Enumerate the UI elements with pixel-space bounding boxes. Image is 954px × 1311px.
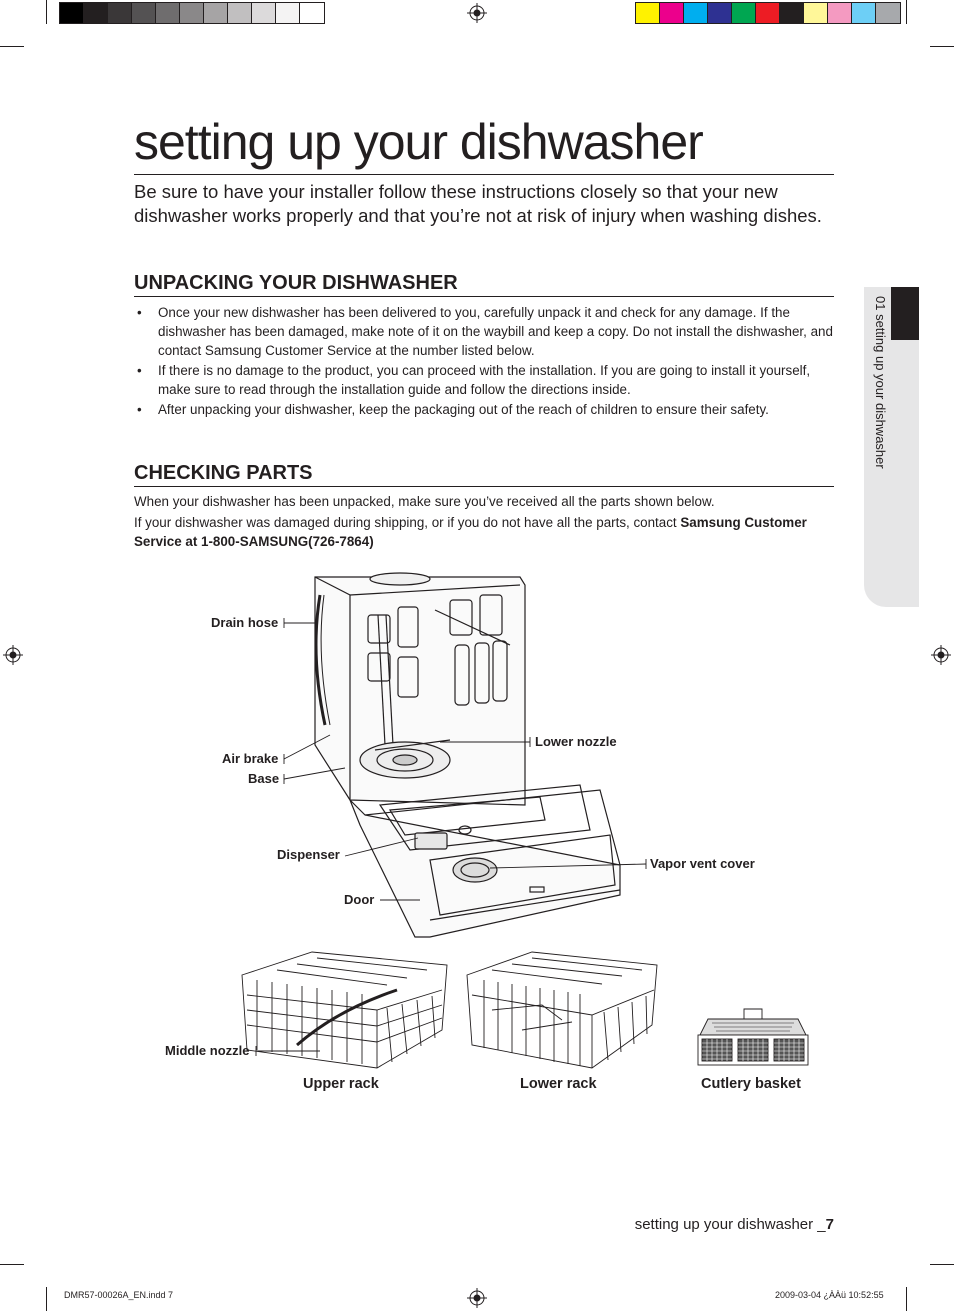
label-vapor-vent-cover: Vapor vent cover — [650, 856, 755, 871]
page-title: setting up your dishwasher — [134, 110, 834, 175]
list-item: • If there is no damage to the product, you can proceed with the installation. If you are going to install it yourself, make sure to read through the installation guide and follow the directions inside. — [134, 361, 834, 399]
label-base: Base — [248, 771, 280, 786]
label-air-brake: Air brake — [222, 751, 279, 766]
caption-upper-rack: Upper rack — [303, 1076, 379, 1092]
chapter-tab-label: 01 setting up your dishwasher — [873, 296, 888, 469]
checking-para-2-text: If your dishwasher was damaged during shipping, or if you do not have all the parts, contact — [134, 515, 681, 530]
label-dispenser: Dispenser — [277, 847, 340, 862]
list-item: • After unpacking your dishwasher, keep the packaging out of the reach of children to ensure their safety. — [134, 400, 834, 419]
customer-service-contact: Samsung Customer Service at 1-800-SAMSUNG(726-7864) — [134, 515, 807, 549]
lower-rack-illustration — [462, 950, 662, 1075]
label-drain-hose: Drain hose — [211, 615, 279, 630]
label-middle-nozzle: Middle nozzle — [165, 1043, 250, 1058]
checking-para-1: When your dishwasher has been unpacked, make sure you’ve received all the parts shown below. — [134, 494, 715, 509]
print-slug-timestamp: 2009-03-04 ¿ÀÀü 10:52:55 — [775, 1290, 884, 1300]
caption-lower-rack: Lower rack — [520, 1076, 597, 1092]
unpacking-heading: UNPACKING YOUR DISHWASHER — [134, 270, 834, 297]
print-slug-filename: DMR57-00026A_EN.indd 7 — [64, 1290, 174, 1300]
list-item: • Once your new dishwasher has been delivered to you, carefully unpack it and check for any damage. If the dishwasher has been damaged, make note of it on the waybill and keep a copy. Do not install the dishwasher, and contact Samsung Customer Service at the number listed below. — [134, 303, 834, 360]
label-door: Door — [344, 892, 375, 907]
checking-parts-heading: CHECKING PARTS — [134, 460, 834, 487]
cutlery-basket-illustration — [694, 1005, 812, 1070]
footer-text: setting up your dishwasher _ — [634, 1216, 826, 1233]
caption-cutlery-basket: Cutlery basket — [701, 1076, 801, 1092]
intro-paragraph: Be sure to have your installer follow these instructions closely so that your new dishwasher works properly and that you’re not at risk of injury when washing dishes. — [134, 181, 822, 226]
upper-rack-illustration — [237, 950, 452, 1075]
label-lower-nozzle: Lower nozzle — [535, 734, 617, 749]
page-number: 7 — [825, 1216, 834, 1233]
page-footer — [635, 1216, 834, 1233]
